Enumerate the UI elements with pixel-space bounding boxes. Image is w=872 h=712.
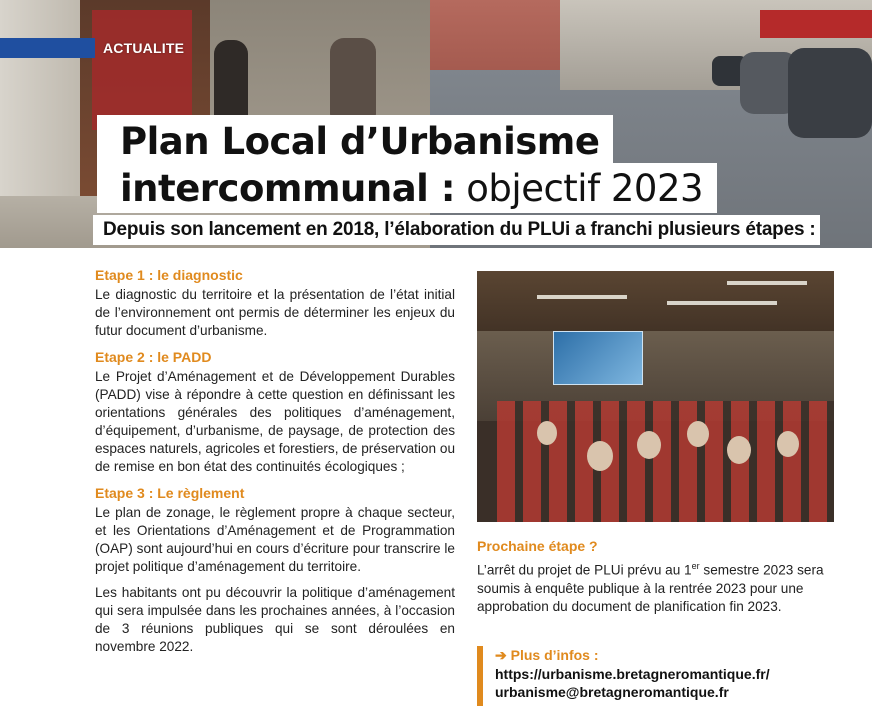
step-3-text-2: Les habitants ont pu découvrir la politique d’aménagement qui sera impulsée dans les prochaines années, à l’occasion de 3 réunions publiques qui se sont déroulées en novembre 2022. xyxy=(95,585,455,654)
section-tag: ACTUALITE xyxy=(103,40,185,56)
page-title-line1: Plan Local d’Urbanisme xyxy=(120,120,600,163)
page-title-line2 xyxy=(120,167,703,210)
projection-screen xyxy=(553,331,643,385)
next-step-text-b: semestre 2023 sera soumis à enquête publique à la rentrée 2023 pour une approbation du document de planification fin 2023. xyxy=(477,562,824,614)
more-info-url-link[interactable]: https://urbanisme.bretagneromantique.fr/ xyxy=(495,666,770,682)
next-step-heading: Prochaine étape ? xyxy=(477,538,598,554)
title-regular-part: objectif 2023 xyxy=(455,167,704,210)
next-step-text-a: L’arrêt du projet de PLUi prévu au 1 xyxy=(477,562,692,578)
step-1-heading: Etape 1 : le diagnostic xyxy=(95,267,243,283)
step-3-text-1: Le plan de zonage, le règlement propre à chaque secteur, et les Orientations d’Aménagement et de Programmation (OAP) sont aujourd’hui en cours d’écriture pour transcrire le projet politique d’aménagement du territoire. xyxy=(95,505,455,574)
step-1-text: Le diagnostic du territoire et la présentation de l’état initial de l’environnement ont permis de déterminer les enjeux du futur document d’urbanisme. xyxy=(95,287,455,338)
public-meeting-photo xyxy=(477,271,834,522)
more-info-email-link[interactable]: urbanisme@bretagneromantique.fr xyxy=(495,684,729,700)
next-step-text xyxy=(477,557,837,616)
step-3-heading: Etape 3 : Le règlement xyxy=(95,485,245,501)
section-tag-bar xyxy=(0,38,95,58)
more-info-heading: ➔ Plus d’infos : xyxy=(495,647,599,663)
step-2-text: Le Projet d’Aménagement et de Développement Durables (PADD) vise à répondre à cette question en définissant les orientations générales des politiques d’aménagement, d’équipement, d’urbanisme, de paysage, de protection des espaces naturels, agricoles et forestiers, de préservation ou de remise en bon état des continuités écologiques ; xyxy=(95,369,455,474)
step-2-heading: Etape 2 : le PADD xyxy=(95,349,212,365)
steps-column xyxy=(95,266,455,664)
page-subtitle: Depuis son lancement en 2018, l’élaboration du PLUi a franchi plusieurs étapes : xyxy=(103,219,816,240)
info-accent-bar xyxy=(477,646,483,706)
title-bold-part: intercommunal : xyxy=(120,167,456,210)
next-step-sup: er xyxy=(691,561,700,571)
